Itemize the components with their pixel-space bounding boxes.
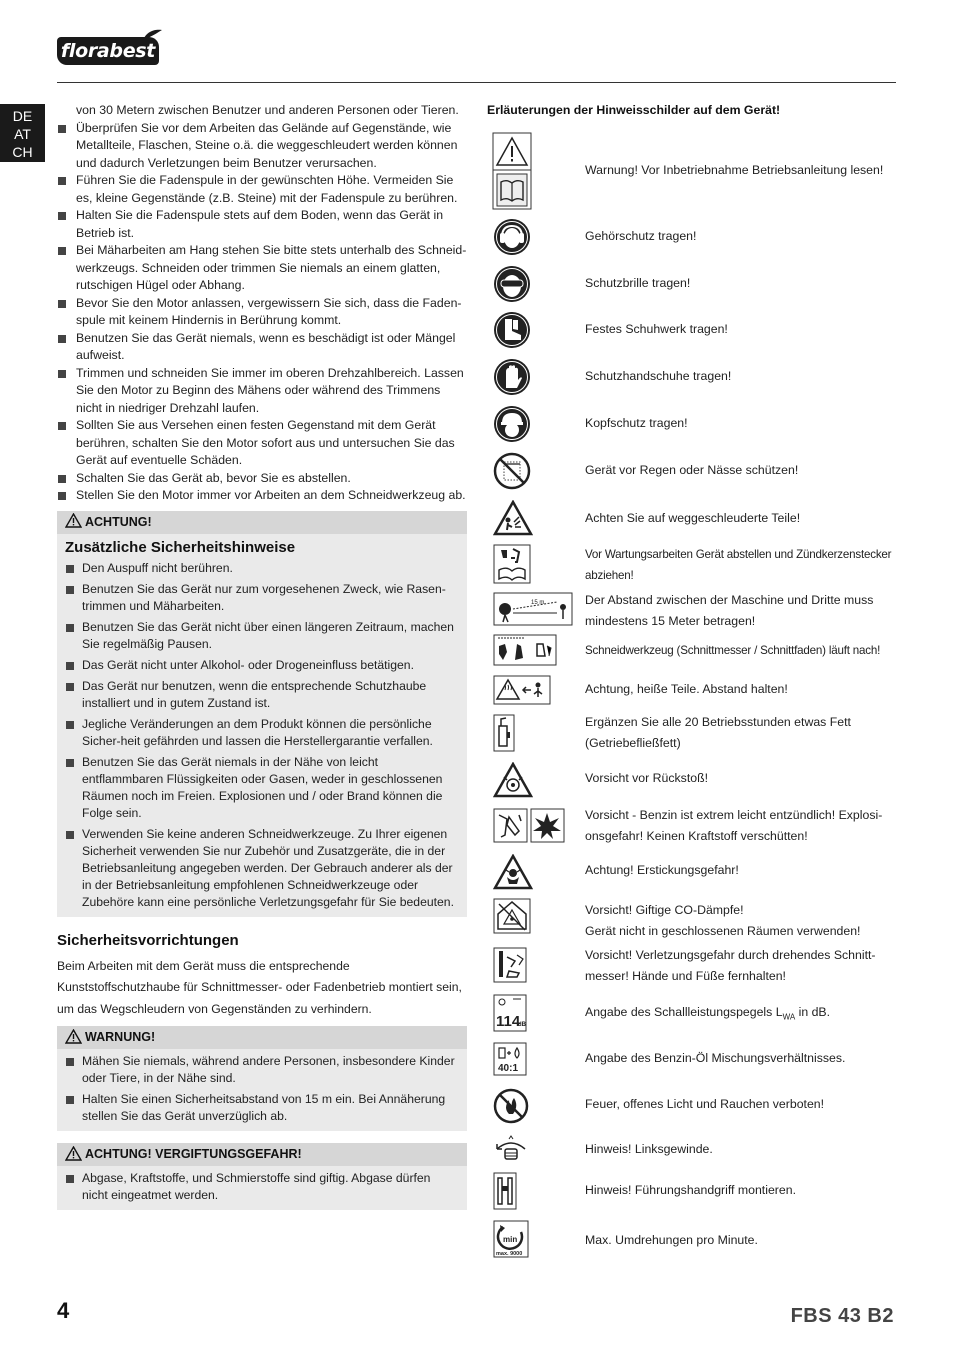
hot-parts-icon	[493, 675, 551, 705]
symbol-description: Warnung! Vor Inbetriebnahme Betriebsanleitung lesen!	[585, 163, 884, 177]
suffocation-icon	[493, 854, 533, 890]
symbol-description: Hinweis! Führungshandgriff montieren.	[585, 1183, 796, 1197]
sound-power-icon	[493, 994, 527, 1032]
leaf-icon	[141, 29, 163, 41]
lang-at: AT	[14, 126, 31, 142]
left-thread-icon	[493, 1135, 529, 1163]
sound-level-value: 114	[496, 1013, 521, 1030]
symbol-description: Feuer, offenes Licht und Rauchen verboten!	[585, 1097, 825, 1111]
max-rpm-icon	[493, 1220, 529, 1258]
rpm-unit: min	[503, 1235, 518, 1244]
list-item: Benutzen Sie das Gerät nicht über einen längeren Zeitraum, machen Sie regelmäßig Pausen.	[65, 619, 459, 653]
list-item: Bevor Sie den Motor anlassen, vergewissern Sie sich, dass die Faden-spule mit keinem Hindernis in Berührung kommt.	[57, 295, 467, 330]
flying-parts-icon	[493, 500, 533, 536]
warning-list	[65, 1053, 459, 1125]
head-protection-icon	[493, 405, 531, 443]
warning-triangle-icon	[65, 1146, 82, 1161]
co-fumes-icon	[493, 898, 531, 934]
symbol-description: Angabe des Benzin-Öl Mischungsverhältnisses.	[585, 1051, 846, 1065]
symbol-description-line: Gerät nicht in geschlossenen Räumen verwenden!	[585, 924, 861, 938]
blade-coasting-icon	[493, 634, 557, 666]
list-item: Führen Sie die Fadenspule in der gewünschten Höhe. Vermeiden Sie es, kleine Gegenstände (z.B. Steine) mit der Fadenspule zu berühren.	[57, 172, 467, 207]
symbol-description-line: Vorsicht! Giftige CO-Dämpfe!	[585, 903, 744, 917]
list-item: Schalten Sie das Gerät ab, bevor Sie es abstellen.	[57, 470, 467, 488]
list-item: Jegliche Veränderungen an dem Produkt können die persönliche Sicher-heit gefährden und lassen die Herstellergarantie verfallen.	[65, 716, 459, 750]
list-item: Verwenden Sie keine anderen Schneidwerkzeuge. Zu Ihrer eigenen Sicherheit verwenden Sie nur Zubehör und Zusatzgeräte, die in der Betriebsanleitung angegeben werden. Der Gebrauch anderer als der in der Betriebsanleitung empfohlenen Schneidwerkzeuge oder Zubehöre kann eine persönliche Verletzungsgefahr für Sie bedeuten.	[65, 826, 459, 911]
section-heading: Sicherheitsvorrichtungen	[57, 931, 239, 949]
list-item: Benutzen Sie das Gerät nur zum vorgesehenen Zweck, wie Rasen-trimmen und Mäharbeiten.	[65, 581, 459, 615]
symbol-description: Schutzhandschuhe tragen!	[585, 369, 732, 383]
rotating-blade-icon	[493, 947, 527, 983]
symbol-description: Kopfschutz tragen!	[585, 416, 688, 430]
list-item: Benutzen Sie das Gerät niemals in der Nähe von leicht entflammbaren Flüssigkeiten oder Gasen, weder in geschlossenen Räumen noch im Freien. Explosionen und / oder Brand können die Folge sein.	[65, 754, 459, 822]
distance-label: 15 m	[531, 600, 545, 606]
list-item: Das Gerät nur benutzen, wenn die entsprechende Schutzhaube installiert und in gutem Zustand ist.	[65, 678, 459, 712]
no-rain-icon	[493, 452, 531, 490]
list-item: Abgase, Kraftstoffe, und Schmierstoffe sind giftig. Abgase dürfen nicht eingeatmet werden.	[65, 1170, 459, 1204]
symbol-description: Angabe des Schallleistungspegels $L_{WA}$ in dB.	[585, 1005, 831, 1022]
warning-box	[57, 1026, 467, 1131]
eye-protection-icon	[493, 265, 531, 303]
sound-level-unit: dB	[518, 1022, 526, 1028]
additional-safety-list	[65, 560, 459, 911]
symbol-description: Der Abstand zwischen der Maschine und Dritte muss mindestens 15 Meter betragen!	[585, 593, 874, 628]
rpm-max: max. 9000	[496, 1251, 523, 1257]
grease-icon	[493, 714, 515, 752]
language-tab	[0, 104, 45, 162]
spark-plug-maintenance-icon	[493, 544, 531, 584]
list-item: Stellen Sie den Motor immer vor Arbeiten an dem Schneidwerkzeug ab.	[57, 487, 467, 505]
symbol-description: Vorsicht - Benzin ist extrem leicht entzündlich! Explosi-onsgefahr! Keinen Kraftstoff verschütten!	[585, 808, 883, 843]
poisoning-box-header: ACHTUNG! VERGIFTUNGSGEFAHR!	[57, 1143, 467, 1166]
fuel-oil-mix-icon	[493, 1042, 527, 1076]
symbol-description: Gerät vor Regen oder Nässe schützen!	[585, 463, 799, 477]
symbol-description	[585, 900, 895, 942]
safety-gloves-icon	[493, 358, 531, 396]
safety-devices-section	[57, 931, 467, 1021]
list-item: Trimmen und schneiden Sie immer im oberen Drehzahlbereich. Lassen Sie den Motor zu Beginn des Mähens oder während des Trimmens nicht in niedriger Drehzahl laufen.	[57, 365, 467, 418]
warning-manual-icon	[492, 132, 532, 210]
symbols-title: Erläuterungen der Hinweisschilder auf dem Gerät!	[487, 103, 781, 117]
distance-15m-icon	[493, 592, 573, 626]
list-item: Bei Mäharbeiten am Hang stehen Sie bitte stets unterhalb des Schneid-werkzeugs. Schneiden oder trimmen Sie niemals an einem glatten, rutschigen Hügel oder Abhang.	[57, 242, 467, 295]
symbol-description: Vor Wartungsarbeiten Gerät abstellen und Zündkerzenstecker abziehen!	[585, 548, 892, 582]
list-item: Sollten Sie aus Versehen einen festen Gegenstand mit dem Gerät berühren, schalten Sie den Motor sofort aus und untersuchen Sie das Gerät auf eventuelle Schäden.	[57, 417, 467, 470]
symbol-description: Hinweis! Linksgewinde.	[585, 1142, 713, 1156]
safety-boots-icon	[493, 311, 531, 349]
list-item: Benutzen Sie das Gerät niemals, wenn es beschädigt ist oder Mängel aufweist.	[57, 330, 467, 365]
list-item: Halten Sie die Fadenspule stets auf dem Boden, wenn das Gerät in Betrieb ist.	[57, 207, 467, 242]
poisoning-list	[65, 1170, 459, 1204]
symbol-description: Vorsicht vor Rückstoß!	[585, 771, 709, 785]
symbol-description: Ergänzen Sie alle 20 Betriebsstunden etwas Fett (Getriebefließfett)	[585, 715, 851, 750]
handle-mount-icon	[493, 1172, 517, 1210]
list-item: Halten Sie einen Sicherheitsabstand von 15 m ein. Bei Annäherung stellen Sie das Gerät unverzüglich ab.	[65, 1091, 459, 1125]
lang-ch: CH	[12, 144, 33, 160]
ear-protection-icon	[493, 218, 531, 256]
section-paragraph: Beim Arbeiten mit dem Gerät muss die entsprechende Kunststoffschutzhaube für Schnittmesser- oder Fadenbetrieb montiert sein, um das Wegschleudern von Gegenständen zu verhindern.	[57, 958, 462, 1016]
right-column	[487, 102, 897, 1272]
caution-box	[57, 511, 467, 917]
warning-triangle-icon	[65, 1029, 82, 1044]
warning-triangle-icon	[65, 513, 82, 528]
list-item: Überprüfen Sie vor dem Arbeiten das Gelände auf Gegenstände, wie Metallteile, Flaschen, Steine o.ä. die weggeschleudert werden können und dadurch Verletzungen beim Benutzer verursachen.	[57, 120, 467, 173]
model-number: FBS 43 B2	[790, 1305, 894, 1327]
caution-box-body	[57, 534, 467, 917]
lang-de: DE	[12, 108, 33, 124]
kickback-icon	[493, 762, 533, 798]
header-divider	[57, 82, 896, 83]
list-item: Das Gerät nicht unter Alkohol- oder Drogeneinfluss betätigen.	[65, 657, 459, 674]
symbol-description: Max. Umdrehungen pro Minute.	[585, 1233, 758, 1247]
symbol-description: Achtung! Erstickungsgefahr!	[585, 863, 739, 877]
symbol-description: Gehörschutz tragen!	[585, 229, 697, 243]
list-item: Den Auspuff nicht berühren.	[65, 560, 459, 577]
warning-box-header: WARNUNG!	[57, 1026, 467, 1049]
poisoning-box	[57, 1143, 467, 1210]
poisoning-box-body	[57, 1166, 467, 1210]
no-fire-icon	[493, 1088, 529, 1124]
symbol-description: Vorsicht! Verletzungsgefahr durch drehendes Schnitt-messer! Hände und Füße fernhalten!	[585, 948, 876, 983]
symbol-description: Achten Sie auf weggeschleuderte Teile!	[585, 511, 801, 525]
symbol-description: Achtung, heiße Teile. Abstand halten!	[585, 682, 788, 696]
symbol-description: Schneidwerkzeug (Schnittmesser / Schnittfaden) läuft nach!	[585, 644, 881, 657]
fuel-explosion-icon	[493, 807, 565, 843]
brand-name: florabest	[57, 37, 159, 65]
symbol-description: Festes Schuhwerk tragen!	[585, 322, 728, 336]
warning-box-body	[57, 1049, 467, 1131]
safety-list	[57, 102, 467, 505]
list-item: Mähen Sie niemals, während andere Personen, insbesondere Kinder oder Tiere, in der Nähe sind.	[65, 1053, 459, 1087]
page-number: 4	[57, 1298, 70, 1323]
list-item: von 30 Metern zwischen Benutzer und anderen Personen oder Tieren.	[76, 103, 459, 117]
mix-ratio: 40:1	[498, 1063, 519, 1074]
subheading: Zusätzliche Sicherheitshinweise	[65, 538, 296, 556]
left-column	[57, 102, 467, 1210]
symbol-description: Schutzbrille tragen!	[585, 276, 691, 290]
brand-logo	[57, 31, 159, 69]
caution-box-header: ACHTUNG!	[57, 511, 467, 534]
